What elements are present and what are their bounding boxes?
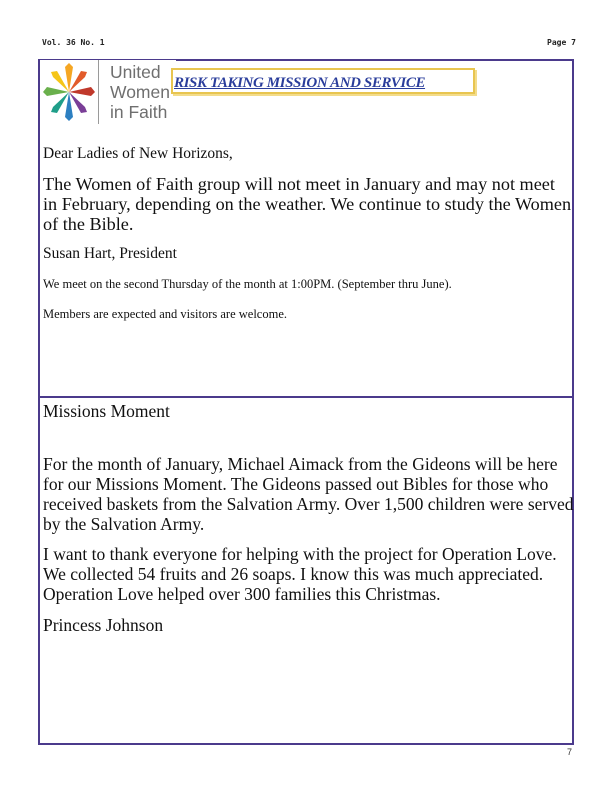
gideons-paragraph: For the month of January, Michael Aimack from the Gideons will be here for our Missions Moment. The Gideons passed out Bibles for those who received baskets from the Salvation Army. Over 1,500 children were served by the Salvation Army. [43,454,574,534]
greeting: Dear Ladies of New Horizons, [43,145,233,162]
volume-label: Vol. 36 No. 1 [42,38,105,47]
meeting-announcement: The Women of Faith group will not meet in January and may not meet in February, depending on the weather. We continue to study the Women of the Bible. [43,174,572,234]
page-label: Page 7 [547,38,576,47]
meeting-schedule: We meet on the second Thursday of the month at 1:00PM. (September thru June). [43,277,452,291]
logo-wordmark [110,62,170,122]
page-number: 7 [567,747,573,757]
logo-line-2: Women [110,82,170,102]
missions-moment-heading: Missions Moment [43,401,170,421]
logo-line-3: in Faith [110,102,168,122]
welcome-note: Members are expected and visitors are welcome. [43,307,287,321]
cross-flame-icon [41,63,97,121]
president-signature: Susan Hart, President [43,245,177,262]
logo-line-1: United [110,62,161,82]
logo-divider [98,60,99,124]
operation-love-paragraph: I want to thank everyone for helping with the project for Operation Love. We collected 54 fruits and 26 soaps. I know this was much appreciated. Operation Love helped over 300 families this Christmas. [43,544,557,604]
banner-title: RISK TAKING MISSION AND SERVICE [174,75,426,91]
umw-logo [40,60,176,128]
missions-signature: Princess Johnson [43,615,164,635]
